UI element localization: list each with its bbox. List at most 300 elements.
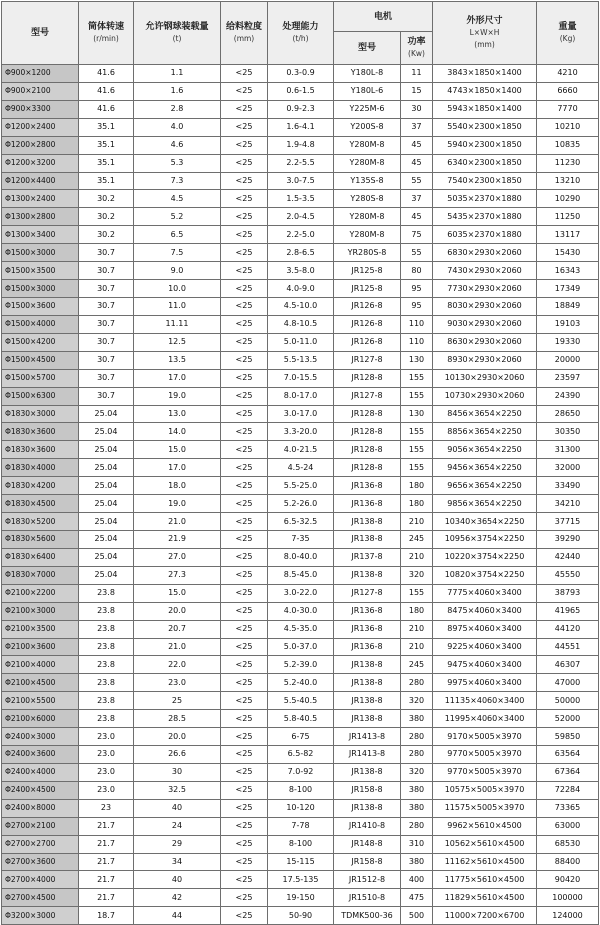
cell-motor-power: 180 [401, 477, 433, 495]
cell-feed-size: <25 [221, 620, 268, 638]
cell-ball-load: 22.0 [134, 656, 221, 674]
cell-speed: 35.1 [79, 118, 134, 136]
cell-model: Φ1830×5600 [2, 530, 79, 548]
cell-dimensions: 9030×2930×2060 [433, 315, 537, 333]
cell-speed: 35.1 [79, 136, 134, 154]
cell-dimensions: 10562×5610×4500 [433, 835, 537, 853]
cell-motor-power: 80 [401, 262, 433, 280]
cell-motor-power: 37 [401, 190, 433, 208]
cell-weight: 10210 [537, 118, 599, 136]
table-row [2, 620, 599, 638]
cell-motor-power: 280 [401, 746, 433, 764]
cell-ball-load: 14.0 [134, 423, 221, 441]
cell-dimensions: 10130×2930×2060 [433, 369, 537, 387]
cell-dimensions: 9962×5610×4500 [433, 817, 537, 835]
cell-model: Φ1500×4000 [2, 315, 79, 333]
table-row [2, 638, 599, 656]
cell-dimensions: 5435×2370×1880 [433, 208, 537, 226]
cell-capacity: 4.0-30.0 [268, 602, 334, 620]
cell-dimensions: 8930×2930×2060 [433, 351, 537, 369]
cell-model: Φ2700×3600 [2, 853, 79, 871]
cell-model: Φ2100×4000 [2, 656, 79, 674]
cell-dimensions: 7540×2300×1850 [433, 172, 537, 190]
cell-motor-power: 155 [401, 584, 433, 602]
cell-ball-load: 13.5 [134, 351, 221, 369]
cell-capacity: 10-120 [268, 799, 334, 817]
cell-weight: 44551 [537, 638, 599, 656]
table-row [2, 244, 599, 262]
cell-motor-model: JR128-8 [334, 423, 401, 441]
cell-motor-power: 30 [401, 100, 433, 118]
cell-speed: 23.8 [79, 584, 134, 602]
cell-ball-load: 10.0 [134, 280, 221, 298]
cell-feed-size: <25 [221, 799, 268, 817]
cell-capacity: 4.0-9.0 [268, 280, 334, 298]
cell-feed-size: <25 [221, 548, 268, 566]
cell-ball-load: 26.6 [134, 746, 221, 764]
cell-model: Φ900×2100 [2, 82, 79, 100]
cell-capacity: 8-100 [268, 835, 334, 853]
cell-motor-power: 180 [401, 602, 433, 620]
cell-capacity: 4.5-24 [268, 459, 334, 477]
cell-model: Φ1200×2800 [2, 136, 79, 154]
cell-motor-model: JR128-8 [334, 405, 401, 423]
cell-model: Φ1500×3000 [2, 280, 79, 298]
cell-capacity: 2.8-6.5 [268, 244, 334, 262]
cell-weight: 41965 [537, 602, 599, 620]
cell-weight: 20000 [537, 351, 599, 369]
cell-motor-model: JR158-8 [334, 853, 401, 871]
cell-model: Φ2400×4500 [2, 781, 79, 799]
cell-speed: 21.7 [79, 853, 134, 871]
cell-feed-size: <25 [221, 190, 268, 208]
table-row [2, 423, 599, 441]
table-row [2, 459, 599, 477]
table-row [2, 405, 599, 423]
cell-capacity: 3.0-17.0 [268, 405, 334, 423]
cell-model: Φ2100×4500 [2, 674, 79, 692]
table-row [2, 674, 599, 692]
cell-speed: 41.6 [79, 65, 134, 83]
cell-dimensions: 5540×2300×1850 [433, 118, 537, 136]
cell-motor-model: Y280S-8 [334, 190, 401, 208]
cell-motor-model: JR138-8 [334, 656, 401, 674]
cell-motor-model: JR128-8 [334, 441, 401, 459]
cell-ball-load: 32.5 [134, 781, 221, 799]
cell-motor-power: 280 [401, 817, 433, 835]
cell-model: Φ2700×2700 [2, 835, 79, 853]
cell-ball-load: 25 [134, 692, 221, 710]
cell-capacity: 3.0-22.0 [268, 584, 334, 602]
cell-dimensions: 9656×3654×2250 [433, 477, 537, 495]
cell-motor-model: JR1410-8 [334, 817, 401, 835]
cell-ball-load: 40 [134, 871, 221, 889]
cell-capacity: 6.5-82 [268, 746, 334, 764]
cell-ball-load: 13.0 [134, 405, 221, 423]
cell-motor-model: Y200S-8 [334, 118, 401, 136]
cell-motor-model: JR138-8 [334, 513, 401, 531]
cell-feed-size: <25 [221, 351, 268, 369]
cell-motor-power: 310 [401, 835, 433, 853]
header-dimensions: 外形尺寸 L×W×H (mm) [433, 2, 537, 65]
cell-feed-size: <25 [221, 208, 268, 226]
cell-ball-load: 40 [134, 799, 221, 817]
cell-ball-load: 7.3 [134, 172, 221, 190]
header-motor-model: 型号 [334, 32, 401, 65]
cell-motor-model: JR1413-8 [334, 746, 401, 764]
cell-capacity: 0.6-1.5 [268, 82, 334, 100]
cell-motor-power: 15 [401, 82, 433, 100]
cell-weight: 88400 [537, 853, 599, 871]
cell-weight: 6660 [537, 82, 599, 100]
cell-speed: 30.7 [79, 369, 134, 387]
cell-motor-model: JR127-8 [334, 387, 401, 405]
cell-weight: 44120 [537, 620, 599, 638]
cell-capacity: 5.5-25.0 [268, 477, 334, 495]
header-motor-power: 功率 (Kw) [401, 32, 433, 65]
cell-model: Φ1500×3600 [2, 297, 79, 315]
cell-motor-model: JR138-8 [334, 692, 401, 710]
cell-model: Φ1830×4200 [2, 477, 79, 495]
cell-capacity: 1.9-4.8 [268, 136, 334, 154]
table-row [2, 315, 599, 333]
cell-ball-load: 17.0 [134, 369, 221, 387]
cell-speed: 30.7 [79, 333, 134, 351]
cell-feed-size: <25 [221, 602, 268, 620]
table-row [2, 297, 599, 315]
cell-ball-load: 6.5 [134, 226, 221, 244]
table-row [2, 280, 599, 298]
cell-model: Φ2100×3500 [2, 620, 79, 638]
cell-motor-power: 245 [401, 530, 433, 548]
cell-weight: 30350 [537, 423, 599, 441]
cell-motor-model: JR138-8 [334, 763, 401, 781]
cell-motor-model: YR280S-8 [334, 244, 401, 262]
cell-motor-power: 320 [401, 692, 433, 710]
table-row [2, 118, 599, 136]
cell-dimensions: 10575×5005×3970 [433, 781, 537, 799]
cell-feed-size: <25 [221, 136, 268, 154]
cell-feed-size: <25 [221, 656, 268, 674]
cell-speed: 23.0 [79, 746, 134, 764]
cell-speed: 30.7 [79, 262, 134, 280]
cell-model: Φ1300×2800 [2, 208, 79, 226]
cell-ball-load: 4.6 [134, 136, 221, 154]
cell-motor-model: JR1512-8 [334, 871, 401, 889]
cell-model: Φ2100×2200 [2, 584, 79, 602]
cell-dimensions: 7430×2930×2060 [433, 262, 537, 280]
cell-weight: 68530 [537, 835, 599, 853]
cell-ball-load: 19.0 [134, 387, 221, 405]
table-row [2, 781, 599, 799]
cell-dimensions: 9770×5005×3970 [433, 763, 537, 781]
cell-weight: 45550 [537, 566, 599, 584]
cell-speed: 41.6 [79, 100, 134, 118]
table-row [2, 530, 599, 548]
cell-ball-load: 4.0 [134, 118, 221, 136]
cell-speed: 30.7 [79, 351, 134, 369]
cell-dimensions: 10730×2930×2060 [433, 387, 537, 405]
cell-capacity: 7-35 [268, 530, 334, 548]
cell-weight: 59850 [537, 728, 599, 746]
cell-weight: 18849 [537, 297, 599, 315]
cell-feed-size: <25 [221, 781, 268, 799]
header-weight: 重量 (Kg) [537, 2, 599, 65]
cell-capacity: 7.0-92 [268, 763, 334, 781]
cell-dimensions: 7730×2930×2060 [433, 280, 537, 298]
cell-feed-size: <25 [221, 477, 268, 495]
cell-weight: 4210 [537, 65, 599, 83]
cell-ball-load: 29 [134, 835, 221, 853]
cell-speed: 41.6 [79, 82, 134, 100]
cell-feed-size: <25 [221, 746, 268, 764]
cell-speed: 30.7 [79, 280, 134, 298]
cell-motor-model: Y225M-6 [334, 100, 401, 118]
cell-feed-size: <25 [221, 387, 268, 405]
cell-dimensions: 8456×3654×2250 [433, 405, 537, 423]
cell-feed-size: <25 [221, 333, 268, 351]
cell-feed-size: <25 [221, 853, 268, 871]
cell-feed-size: <25 [221, 65, 268, 83]
table-row [2, 853, 599, 871]
table-row [2, 548, 599, 566]
cell-capacity: 4.5-10.0 [268, 297, 334, 315]
cell-motor-model: JR158-8 [334, 781, 401, 799]
cell-motor-model: JR127-8 [334, 584, 401, 602]
cell-speed: 25.04 [79, 530, 134, 548]
cell-capacity: 5.0-37.0 [268, 638, 334, 656]
cell-feed-size: <25 [221, 710, 268, 728]
cell-motor-power: 400 [401, 871, 433, 889]
cell-ball-load: 21.0 [134, 513, 221, 531]
table-row [2, 763, 599, 781]
cell-feed-size: <25 [221, 405, 268, 423]
cell-model: Φ1500×4500 [2, 351, 79, 369]
cell-dimensions: 11775×5610×4500 [433, 871, 537, 889]
cell-motor-model: JR125-8 [334, 262, 401, 280]
cell-motor-model: JR125-8 [334, 280, 401, 298]
cell-weight: 13117 [537, 226, 599, 244]
cell-feed-size: <25 [221, 674, 268, 692]
cell-dimensions: 11995×4060×3400 [433, 710, 537, 728]
cell-weight: 63000 [537, 817, 599, 835]
cell-capacity: 8.5-45.0 [268, 566, 334, 584]
cell-weight: 50000 [537, 692, 599, 710]
cell-speed: 23 [79, 799, 134, 817]
cell-speed: 30.7 [79, 315, 134, 333]
cell-ball-load: 42 [134, 889, 221, 907]
cell-motor-power: 155 [401, 459, 433, 477]
cell-ball-load: 20.0 [134, 602, 221, 620]
cell-dimensions: 10956×3754×2250 [433, 530, 537, 548]
cell-weight: 46307 [537, 656, 599, 674]
table-row [2, 65, 599, 83]
cell-dimensions: 7775×4060×3400 [433, 584, 537, 602]
cell-dimensions: 11575×5005×3970 [433, 799, 537, 817]
cell-feed-size: <25 [221, 817, 268, 835]
cell-motor-model: JR138-8 [334, 710, 401, 728]
cell-motor-power: 110 [401, 315, 433, 333]
cell-motor-power: 45 [401, 208, 433, 226]
cell-motor-power: 95 [401, 280, 433, 298]
cell-weight: 124000 [537, 907, 599, 925]
cell-capacity: 5.8-40.5 [268, 710, 334, 728]
table-row [2, 441, 599, 459]
cell-feed-size: <25 [221, 871, 268, 889]
cell-feed-size: <25 [221, 692, 268, 710]
cell-speed: 25.04 [79, 495, 134, 513]
table-row [2, 82, 599, 100]
cell-motor-model: JR126-8 [334, 315, 401, 333]
cell-speed: 23.8 [79, 602, 134, 620]
cell-dimensions: 9225×4060×3400 [433, 638, 537, 656]
cell-weight: 67364 [537, 763, 599, 781]
cell-weight: 23597 [537, 369, 599, 387]
cell-capacity: 8-100 [268, 781, 334, 799]
cell-model: Φ1300×3400 [2, 226, 79, 244]
cell-feed-size: <25 [221, 297, 268, 315]
cell-motor-power: 55 [401, 172, 433, 190]
table-row [2, 333, 599, 351]
cell-dimensions: 8975×4060×3400 [433, 620, 537, 638]
table-row [2, 602, 599, 620]
cell-feed-size: <25 [221, 835, 268, 853]
cell-speed: 21.7 [79, 835, 134, 853]
cell-feed-size: <25 [221, 423, 268, 441]
cell-speed: 30.7 [79, 387, 134, 405]
table-row [2, 262, 599, 280]
cell-dimensions: 6830×2930×2060 [433, 244, 537, 262]
cell-dimensions: 9056×3654×2250 [433, 441, 537, 459]
cell-dimensions: 10820×3754×2250 [433, 566, 537, 584]
cell-motor-model: TDMK500-36 [334, 907, 401, 925]
cell-weight: 37715 [537, 513, 599, 531]
cell-speed: 23.8 [79, 692, 134, 710]
cell-ball-load: 5.2 [134, 208, 221, 226]
cell-speed: 23.0 [79, 781, 134, 799]
cell-model: Φ1500×3500 [2, 262, 79, 280]
cell-model: Φ2100×3600 [2, 638, 79, 656]
cell-speed: 25.04 [79, 441, 134, 459]
cell-ball-load: 30 [134, 763, 221, 781]
cell-model: Φ2400×3000 [2, 728, 79, 746]
cell-weight: 39290 [537, 530, 599, 548]
cell-speed: 25.04 [79, 405, 134, 423]
cell-feed-size: <25 [221, 566, 268, 584]
table-row [2, 172, 599, 190]
cell-model: Φ3200×3000 [2, 907, 79, 925]
cell-ball-load: 20.7 [134, 620, 221, 638]
table-row [2, 226, 599, 244]
cell-motor-model: JR138-8 [334, 566, 401, 584]
cell-dimensions: 9456×3654×2250 [433, 459, 537, 477]
cell-dimensions: 9170×5005×3970 [433, 728, 537, 746]
cell-speed: 23.0 [79, 763, 134, 781]
cell-feed-size: <25 [221, 638, 268, 656]
cell-dimensions: 6035×2370×1880 [433, 226, 537, 244]
cell-motor-model: JR137-8 [334, 548, 401, 566]
cell-weight: 63564 [537, 746, 599, 764]
cell-motor-model: JR138-8 [334, 674, 401, 692]
cell-model: Φ1830×3600 [2, 423, 79, 441]
cell-dimensions: 9975×4060×3400 [433, 674, 537, 692]
cell-motor-model: JR128-8 [334, 369, 401, 387]
cell-speed: 23.8 [79, 710, 134, 728]
cell-weight: 17349 [537, 280, 599, 298]
cell-speed: 35.1 [79, 172, 134, 190]
cell-feed-size: <25 [221, 369, 268, 387]
cell-motor-model: JR138-8 [334, 530, 401, 548]
cell-speed: 21.7 [79, 871, 134, 889]
cell-motor-power: 380 [401, 781, 433, 799]
cell-model: Φ2100×6000 [2, 710, 79, 728]
cell-model: Φ1500×3000 [2, 244, 79, 262]
cell-motor-power: 130 [401, 405, 433, 423]
table-row [2, 566, 599, 584]
cell-ball-load: 11.11 [134, 315, 221, 333]
header-motor: 电机 [334, 2, 433, 32]
cell-feed-size: <25 [221, 584, 268, 602]
cell-ball-load: 15.0 [134, 584, 221, 602]
cell-speed: 25.04 [79, 459, 134, 477]
table-row [2, 369, 599, 387]
cell-model: Φ1200×2400 [2, 118, 79, 136]
cell-feed-size: <25 [221, 889, 268, 907]
table-row [2, 889, 599, 907]
cell-ball-load: 28.5 [134, 710, 221, 728]
cell-model: Φ1500×6300 [2, 387, 79, 405]
cell-weight: 10835 [537, 136, 599, 154]
cell-weight: 33490 [537, 477, 599, 495]
cell-motor-power: 245 [401, 656, 433, 674]
cell-motor-power: 500 [401, 907, 433, 925]
cell-capacity: 7.0-15.5 [268, 369, 334, 387]
cell-ball-load: 27.0 [134, 548, 221, 566]
cell-dimensions: 6340×2300×1850 [433, 154, 537, 172]
cell-motor-power: 210 [401, 513, 433, 531]
cell-dimensions: 10220×3754×2250 [433, 548, 537, 566]
cell-ball-load: 7.5 [134, 244, 221, 262]
table-row [2, 387, 599, 405]
cell-ball-load: 20.0 [134, 728, 221, 746]
cell-weight: 13210 [537, 172, 599, 190]
table-body [2, 65, 599, 925]
cell-capacity: 17.5-135 [268, 871, 334, 889]
cell-speed: 23.0 [79, 728, 134, 746]
cell-ball-load: 11.0 [134, 297, 221, 315]
cell-capacity: 2.2-5.5 [268, 154, 334, 172]
cell-motor-model: Y280M-8 [334, 136, 401, 154]
cell-ball-load: 24 [134, 817, 221, 835]
cell-motor-power: 95 [401, 297, 433, 315]
table-row [2, 835, 599, 853]
cell-capacity: 8.0-17.0 [268, 387, 334, 405]
cell-motor-model: JR126-8 [334, 333, 401, 351]
cell-weight: 11230 [537, 154, 599, 172]
cell-weight: 47000 [537, 674, 599, 692]
cell-motor-power: 180 [401, 495, 433, 513]
cell-capacity: 5.5-13.5 [268, 351, 334, 369]
cell-motor-model: JR136-8 [334, 495, 401, 513]
cell-speed: 23.8 [79, 638, 134, 656]
cell-motor-power: 380 [401, 710, 433, 728]
table-row [2, 907, 599, 925]
cell-weight: 16343 [537, 262, 599, 280]
cell-weight: 100000 [537, 889, 599, 907]
cell-weight: 24390 [537, 387, 599, 405]
cell-weight: 42440 [537, 548, 599, 566]
cell-capacity: 5.0-11.0 [268, 333, 334, 351]
